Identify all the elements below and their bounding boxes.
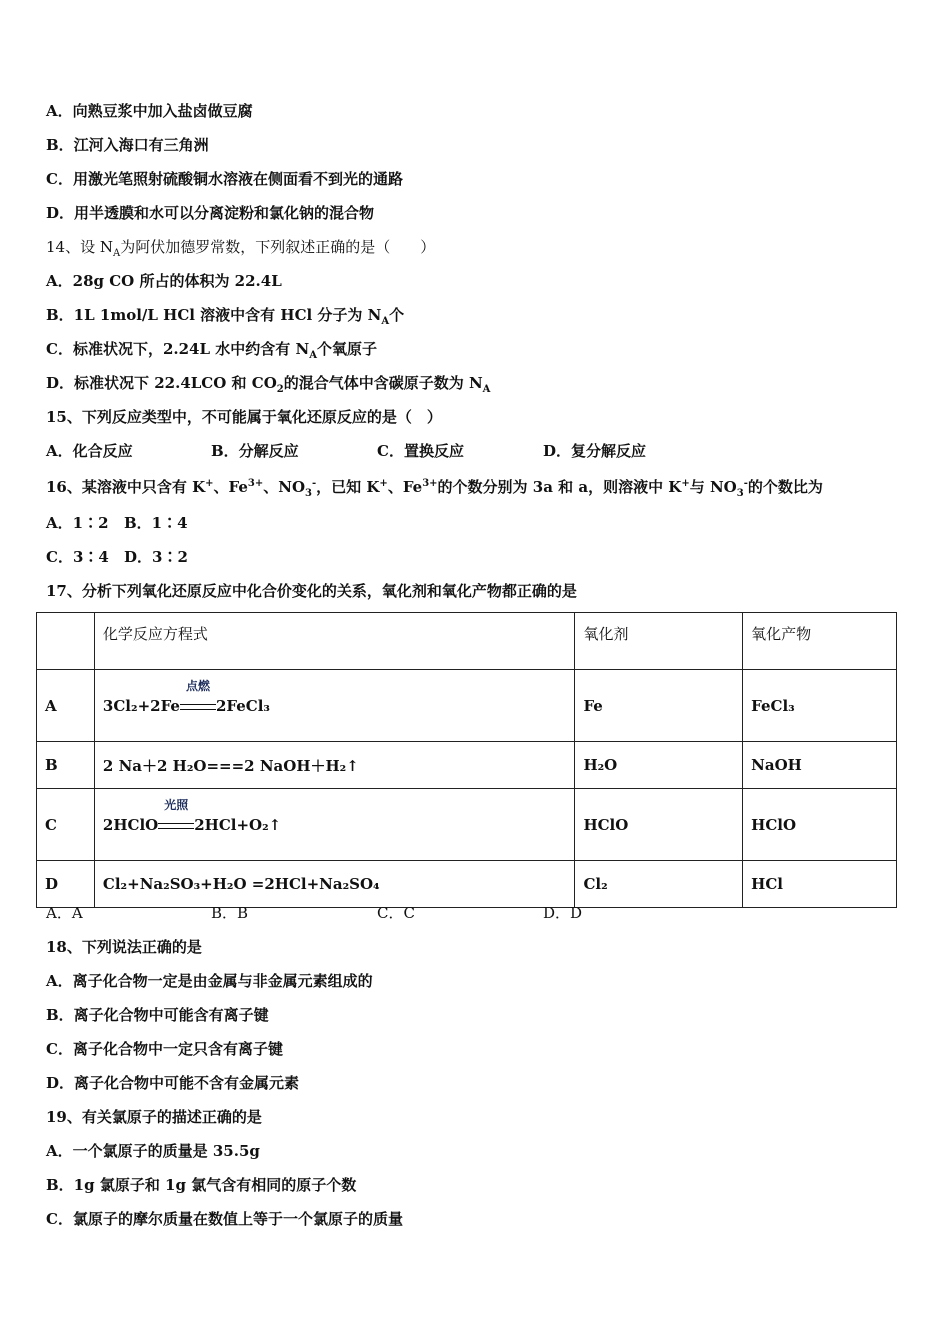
q18-option-d: D．离子化合物中可能不含有金属元素 [46, 1074, 300, 1092]
product-cell: HClO [743, 789, 897, 861]
table-row [37, 670, 897, 742]
table-row [37, 861, 897, 908]
table-header-product: 氧化产物 [743, 613, 897, 670]
table-header-oxidant: 氧化剂 [575, 613, 743, 670]
q17-option-a: A．A [46, 904, 83, 922]
equation-cell: 2 Na＋2 H₂O===2 NaOH＋H₂↑ [94, 742, 575, 789]
q18-option-b: B．离子化合物中可能含有离子键 [46, 1006, 269, 1024]
reaction-condition-arrow [158, 797, 194, 834]
q18-option-a: A．离子化合物一定是由金属与非金属元素组成的 [46, 972, 373, 990]
q19-option-a: A．一个氯原子的质量是 35.5g [46, 1142, 260, 1160]
q14-option-c: C．标准状况下，2.24L 水中约含有 $N_A$个氧原子 [46, 340, 377, 361]
q17-option-d: D．D [543, 904, 583, 922]
q19-option-c: C．氯原子的摩尔质量在数值上等于一个氯原子的质量 [46, 1210, 403, 1228]
q17-option-c: C．C [377, 904, 415, 922]
table-header-blank [37, 613, 95, 670]
q18-option-c: C．离子化合物中一定只含有离子键 [46, 1040, 283, 1058]
q13-option-d: D．用半透膜和水可以分离淀粉和氯化钠的混合物 [46, 204, 375, 222]
equation-cell: 3Cl₂+2Fe 点燃 2FeCl₃ [94, 670, 575, 742]
row-label: D [37, 861, 95, 908]
condition-label: 光照 [164, 797, 189, 812]
q16-options-row2 [46, 546, 188, 568]
q16-option-c: C．3∶4 [46, 548, 109, 566]
table-row [37, 789, 897, 861]
q15-options [46, 440, 646, 462]
q16-stem: 16、某溶液中只含有 K+、$Fe^{3+}$、$NO_3^-$，已知 K+、$Fe^{3+}$的个数分别为 3a 和 a，则溶液中 K+与 $NO_3^-$的个数比为 [46, 478, 823, 499]
equation-cell: Cl₂+Na₂SO₃+H₂O =2HCl+Na₂SO₄ [94, 861, 575, 908]
q16-options-row1 [46, 512, 188, 534]
q17-option-b: B．B [211, 904, 249, 922]
q15-stem: 15、下列反应类型中，不可能属于氧化还原反应的是（ ） [46, 408, 442, 426]
q17-stem: 17、分析下列氧化还原反应中化合价变化的关系，氧化剂和氧化产物都正确的是 [46, 582, 577, 600]
q16-option-d: D．3∶2 [124, 548, 188, 566]
q15-option-c: C．置换反应 [377, 442, 464, 460]
product-cell: FeCl₃ [743, 670, 897, 742]
q19-option-b: B．1g 氯原子和 1g 氯气含有相同的原子个数 [46, 1176, 357, 1194]
q14-option-d: D．标准状况下 22.4LCO 和 $CO_2$的混合气体中含碳原子数为 $N_A$ [46, 374, 491, 395]
q13-option-a: A．向熟豆浆中加入盐卤做豆腐 [46, 102, 253, 120]
oxidant-cell: HClO [575, 789, 743, 861]
q15-option-d: D．复分解反应 [543, 442, 647, 460]
oxidant-cell: Cl₂ [575, 861, 743, 908]
reaction-condition-arrow [180, 678, 216, 715]
q17-reaction-table [36, 612, 897, 908]
q16-option-a: A．1∶2 [46, 514, 109, 532]
q14-option-a: A．28g CO 所占的体积为 22.4L [46, 272, 282, 290]
product-cell: HCl [743, 861, 897, 908]
equation-cell: 2HClO 光照 2HCl+O₂↑ [94, 789, 575, 861]
table-header-equation: 化学反应方程式 [94, 613, 575, 670]
q14-stem: 14、设 $N_A$为阿伏加德罗常数，下列叙述正确的是（ ） [46, 238, 436, 259]
product-cell: NaOH [743, 742, 897, 789]
q18-stem: 18、下列说法正确的是 [46, 938, 202, 956]
q13-option-c: C．用激光笔照射硫酸铜水溶液在侧面看不到光的通路 [46, 170, 403, 188]
table-header-row [37, 613, 897, 670]
q14-option-b: B．1L 1mol/L HCl 溶液中含有 HCl 分子为 $N_A$个 [46, 306, 405, 327]
q15-option-b: B．分解反应 [211, 442, 299, 460]
oxidant-cell: Fe [575, 670, 743, 742]
q19-stem: 19、有关氯原子的描述正确的是 [46, 1108, 262, 1126]
row-label: C [37, 789, 95, 861]
q13-option-b: B．江河入海口有三角洲 [46, 136, 209, 154]
row-label: A [37, 670, 95, 742]
q16-option-b: B．1∶4 [124, 514, 188, 532]
q15-option-a: A．化合反应 [46, 442, 133, 460]
q17-options [46, 902, 582, 924]
condition-label: 点燃 [185, 678, 210, 693]
table-row [37, 742, 897, 789]
oxidant-cell: H₂O [575, 742, 743, 789]
row-label: B [37, 742, 95, 789]
